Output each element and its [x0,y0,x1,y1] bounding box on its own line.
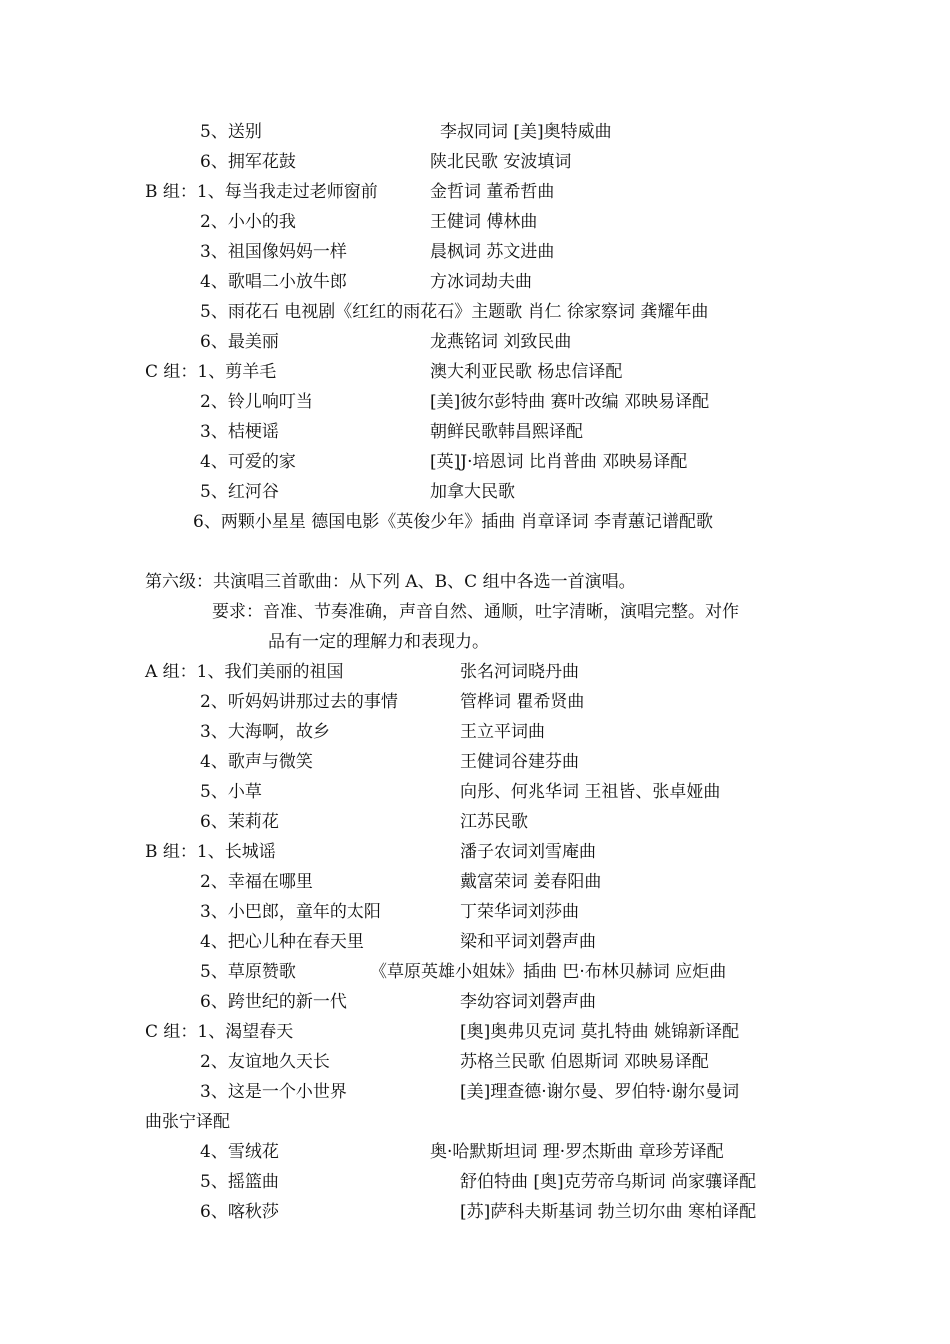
song-title: 5、红河谷 [200,482,279,502]
song-title: 4、把心儿种在春天里 [200,932,364,952]
song-title: 要求：音准、节奏准确，声音自然、通顺，吐字清晰，演唱完整。对作 [212,602,739,622]
song-title: 5、摇篮曲 [200,1172,279,1192]
song-title: 5、小草 [200,782,262,802]
song-title: 2、幸福在哪里 [200,872,313,892]
song-title: 3、桔梗谣 [200,422,279,442]
song-credits: 龙燕铭词 刘致民曲 [430,332,572,352]
song-credits: 管桦词 瞿希贤曲 [460,692,585,712]
song-credits: 加拿大民歌 [430,482,515,502]
song-title: 品有一定的理解力和表现力。 [268,632,489,652]
song-credits: 王立平词曲 [460,722,545,742]
song-title: 4、雪绒花 [200,1142,279,1162]
song-title: 2、小小的我 [200,212,296,232]
song-credits: 方冰词劫夫曲 [430,272,532,292]
song-title: 曲张宁译配 [145,1112,230,1132]
song-title: 6、两颗小星星 德国电影《英俊少年》插曲 肖章译词 李青蕙记谱配歌 [193,512,714,532]
song-title: 3、祖国像妈妈一样 [200,242,347,262]
song-credits: 《草原英雄小姐妹》插曲 巴·布林贝赫词 应炬曲 [370,962,727,982]
song-credits: 朝鲜民歌韩昌熙译配 [430,422,583,442]
song-title: B 组：1、长城谣 [145,842,276,862]
song-title: 4、歌声与微笑 [200,752,313,772]
song-credits: 潘子农词刘雪庵曲 [460,842,596,862]
song-credits: 奥·哈默斯坦词 理·罗杰斯曲 章珍芳译配 [430,1142,724,1162]
song-title: 6、拥军花鼓 [200,152,296,172]
song-credits: 丁荣华词刘莎曲 [460,902,579,922]
song-title: 2、听妈妈讲那过去的事情 [200,692,398,712]
song-title: 4、可爱的家 [200,452,296,472]
song-credits: 梁和平词刘磬声曲 [460,932,596,952]
song-credits: [美]理查德·谢尔曼、罗伯特·谢尔曼词 [460,1082,740,1102]
song-credits: [美]彼尔彭特曲 赛叶改编 邓映易译配 [430,392,710,412]
song-credits: 晨枫词 苏文进曲 [430,242,555,262]
song-title: 6、跨世纪的新一代 [200,992,347,1012]
song-title: 5、雨花石 电视剧《红红的雨花石》主题歌 肖仁 徐家察词 龚耀年曲 [200,302,709,322]
song-title: 6、茉莉花 [200,812,279,832]
song-title: 4、歌唱二小放牛郎 [200,272,347,292]
song-credits: 舒伯特曲 [奥]克劳帝乌斯词 尚家骧译配 [460,1172,757,1192]
song-title: 5、草原赞歌 [200,962,296,982]
song-credits: 苏格兰民歌 伯恩斯词 邓映易译配 [460,1052,709,1072]
song-title: 3、这是一个小世界 [200,1082,347,1102]
song-credits: 江苏民歌 [460,812,528,832]
song-title: C 组：1、渴望春天 [145,1022,294,1042]
song-credits: 陕北民歌 安波填词 [430,152,572,172]
song-credits: 王健词 傅林曲 [430,212,538,232]
song-title: 3、大海啊，故乡 [200,722,330,742]
song-title: 3、小巴郎，童年的太阳 [200,902,381,922]
song-title: 5、送别 [200,122,262,142]
song-credits: 王健词谷建芬曲 [460,752,579,772]
song-title: A 组：1、我们美丽的祖国 [145,662,344,682]
song-credits: [苏]萨科夫斯基词 勃兰切尔曲 寒柏译配 [460,1202,757,1222]
song-credits: 戴富荣词 姜春阳曲 [460,872,602,892]
song-credits: 金哲词 董希哲曲 [430,182,555,202]
song-title: 6、喀秋莎 [200,1202,279,1222]
song-title: 第六级：共演唱三首歌曲：从下列 A、B、C 组中各选一首演唱。 [145,572,636,592]
song-credits: 澳大利亚民歌 杨忠信译配 [430,362,623,382]
song-title: C 组：1、剪羊毛 [145,362,277,382]
song-title: 2、友谊地久天长 [200,1052,330,1072]
song-title: 6、最美丽 [200,332,279,352]
song-credits: [奥]奥弗贝克词 莫扎特曲 姚锦新译配 [460,1022,740,1042]
song-credits: 向彤、何兆华词 王祖皆、张卓娅曲 [460,782,721,802]
song-credits: 张名河词晓丹曲 [460,662,579,682]
song-title: 2、铃儿响叮当 [200,392,313,412]
song-title: B 组：1、每当我走过老师窗前 [145,182,378,202]
song-credits: 李幼容词刘磬声曲 [460,992,596,1012]
song-credits: [英]J·培恩词 比肖普曲 邓映易译配 [430,452,688,472]
song-credits: 李叔同词 [美]奥特威曲 [440,122,612,142]
